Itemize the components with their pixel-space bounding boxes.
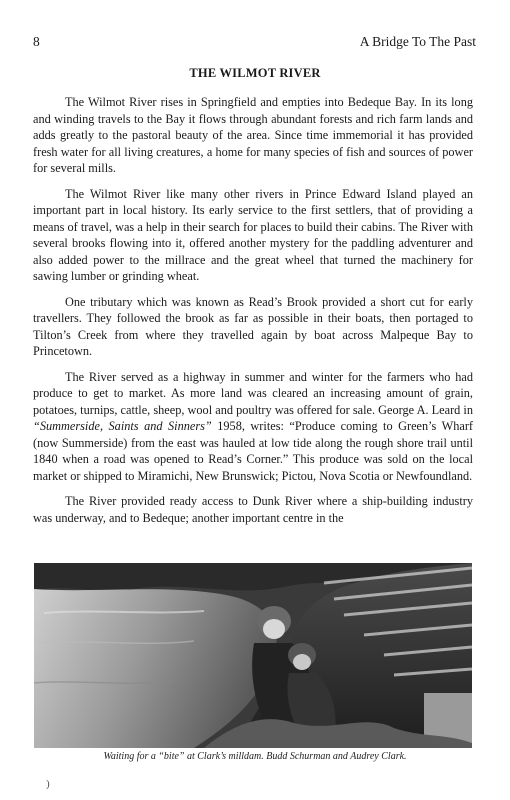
running-header <box>33 34 476 50</box>
paragraph-2: The Wilmot River like many other rivers in Prince Edward Island played an important part in local history. Its early service to the first settlers, that of providing a means of travel, was a help in their search for places to build their cabins. The River with several brooks flowing into it, offered another mystery for the paddling adventurer and also added power to the millrace and the great wheel that turned the machinery for sawing lumber or grinding wheat. <box>33 186 473 283</box>
photo-caption: Waiting for a “bite” at Clark’s milldam. Budd Schurman and Audrey Clark. <box>103 751 407 762</box>
page-number: 8 <box>33 34 40 49</box>
book-title: “Summerside, Saints and Sinners” <box>33 419 212 433</box>
paragraph-5: The River provided ready access to Dunk River where a ship-building industry was underway, and to Bedeque; another important centre in the <box>33 494 473 525</box>
paragraph-3: One tributary which was known as Read’s Brook provided a short cut for early travellers. They followed the brook as far as possible in their boats, then portaged to Tilton’s Creek from where they travelled again by boat across Malpeque Bay to Princetown. <box>33 294 473 358</box>
paragraph-4 <box>33 369 473 485</box>
paragraph-1: The Wilmot River rises in Springfield and empties into Bedeque Bay. In its long and winding travels to the Bay it flows through abundant forests and rich farm lands and adds greatly to the pastoral beauty of the area. Since time immemorial it has provided fresh water for all living creatures, a home for many species of fish and sources of power for several mills. <box>33 95 473 175</box>
paragraph-4-start: The River served as a highway in summer and winter for the farmers who had produce to get to market. As more land was cleared an increasing amount of grain, potatoes, turnips, cattle, sheep, wool and poultry was offered for sale. George A. Leard in <box>33 369 473 417</box>
running-title: A Bridge To The Past <box>359 34 476 49</box>
stray-mark: ) <box>46 778 50 790</box>
milldam-photo <box>34 563 472 748</box>
paragraph-4-end: 1958, writes: “Produce coming to Green’s Wharf (now Summerside) from the east was hauled at low tide along the rough shore trail until 1840 when a road was opened to Read’s Corner.” This produce was sold on the local market or shipped to Miramichi, New Brunswick; Pictou, Nova Scotia or Newfoundland. <box>33 419 474 483</box>
body-text <box>33 94 473 535</box>
photo-illustration <box>34 563 472 748</box>
chapter-title: THE WILMOT RIVER <box>189 66 321 80</box>
